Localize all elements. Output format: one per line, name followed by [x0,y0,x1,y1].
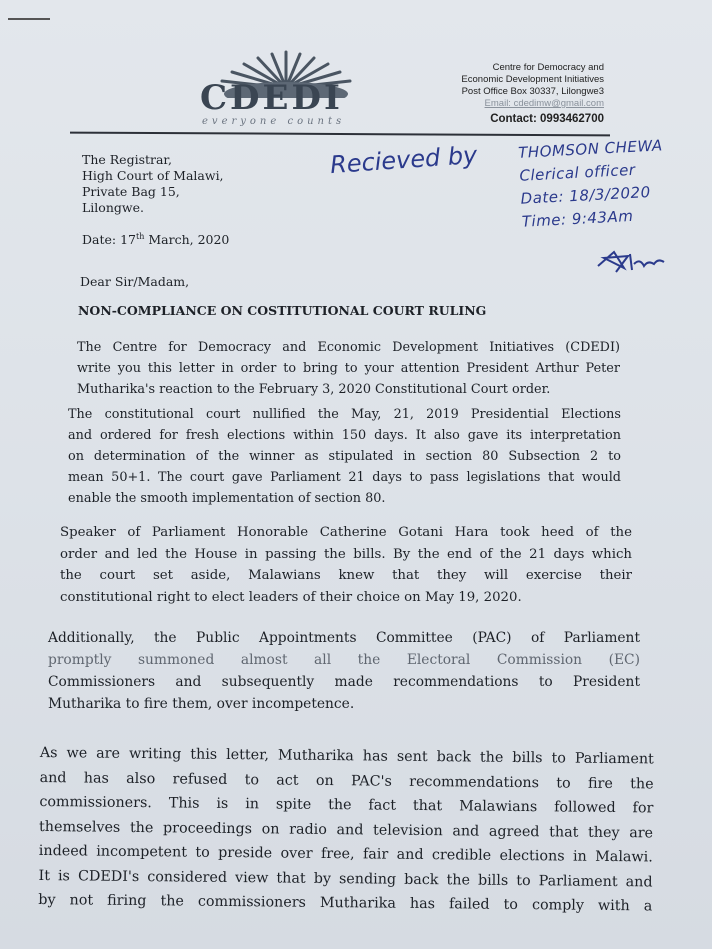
text-line: Mutharika's reaction to the February 3, 2020 Constitutional Court order. [77,382,551,397]
org-contact: Contact: 0993462700 [490,113,604,125]
letter-date [82,232,229,247]
text-line: and has also refused to act on PAC's recommendations to fire the [39,769,654,792]
received-date: Date: 18/3/2020 [520,182,652,208]
paragraph-1 [77,337,620,400]
cdedi-logo [196,48,376,133]
org-email: Email: cdedimw@gmail.com [484,98,604,109]
text-line: As we are writing this letter, Mutharika has sent back the bills to Parliament [39,744,654,768]
text-line: Additionally, the Public Appointments Committee (PAC) of Parliament [48,630,640,646]
org-line: Centre for Democracy and [492,62,604,73]
paragraph-5 [38,741,654,919]
text-line: The constitutional court nullified the May, 21, 2019 Presidential Elections [68,407,621,422]
text-line: commissioners. This is in spite the fact that Malawians followed for [39,793,654,817]
text-line: mean 50+1. The court gave Parliament 21 days to pass legislations that would [68,470,621,485]
text-line: It is CDEDI's considered view that by sending back the bills to Parliament and [38,867,653,890]
logo-tagline: everyone counts [202,116,346,127]
received-details [518,134,667,233]
org-line: Economic Development Initiatives [461,74,604,85]
text-line: themselves the proceedings on radio and television and agreed that they are [39,818,654,841]
subject-heading: NON-COMPLIANCE ON COSTITUTIONAL COURT RULING [78,303,487,318]
paragraph-4 [48,627,640,715]
text-line: by not firing the commissioners Mutharika has failed to comply with a [38,891,653,915]
date-sup: th [136,232,145,241]
text-line: Speaker of Parliament Honorable Catherine Gotani Hara took heed of the [60,525,632,540]
menu-dash [8,18,50,20]
receiver-title: Clerical officer [519,160,636,185]
text-line: Commissioners and subsequently made recommendations to President [48,674,640,690]
org-address [420,62,604,125]
receiver-name: THOMSON CHEWA [517,136,664,162]
text-line: promptly summoned almost all the Electoral Commission (EC) [48,652,640,668]
address-line: Lilongwe. [82,200,144,215]
date-label: Date: 17 [82,232,136,248]
text-line: order and led the House in passing the bills. By the end of the 21 days which [60,546,632,562]
text-line: Mutharika to fire them, over incompetence. [48,696,355,712]
paragraph-2 [68,404,621,509]
paragraph-3 [60,522,632,608]
text-line: write you this letter in order to bring to your attention President Arthur Peter [77,361,620,376]
received-by-note: Recieved by [329,140,479,180]
signature-icon [594,246,674,276]
text-line: constitutional right to elect leaders of their choice on May 19, 2020. [60,589,522,605]
text-line: enable the smooth implementation of section 80. [68,491,386,506]
date-rest: March, 2020 [144,232,230,248]
text-line: The Centre for Democracy and Economic Development Initiatives (CDEDI) [77,340,620,355]
text-line: on determination of the winner as stipulated in section 80 Subsection 2 to [68,449,621,464]
text-line: and ordered for fresh elections within 150 days. It also gave its interpretation [68,428,621,443]
org-line: Post Office Box 30337, Lilongwe3 [461,86,604,97]
address-line: Private Bag 15, [82,184,180,199]
address-line: The Registrar, [82,152,173,167]
recipient-address [82,152,224,216]
received-time: Time: 9:43Am [521,206,634,231]
logo-text: CDEDI [200,78,343,118]
text-line: the court set aside, Malawians knew that they will exercise their [60,568,632,583]
text-line: indeed incompetent to preside over free, fair and credible elections in Malawi. [38,842,653,866]
salutation: Dear Sir/Madam, [80,274,190,289]
address-line: High Court of Malawi, [82,168,224,183]
